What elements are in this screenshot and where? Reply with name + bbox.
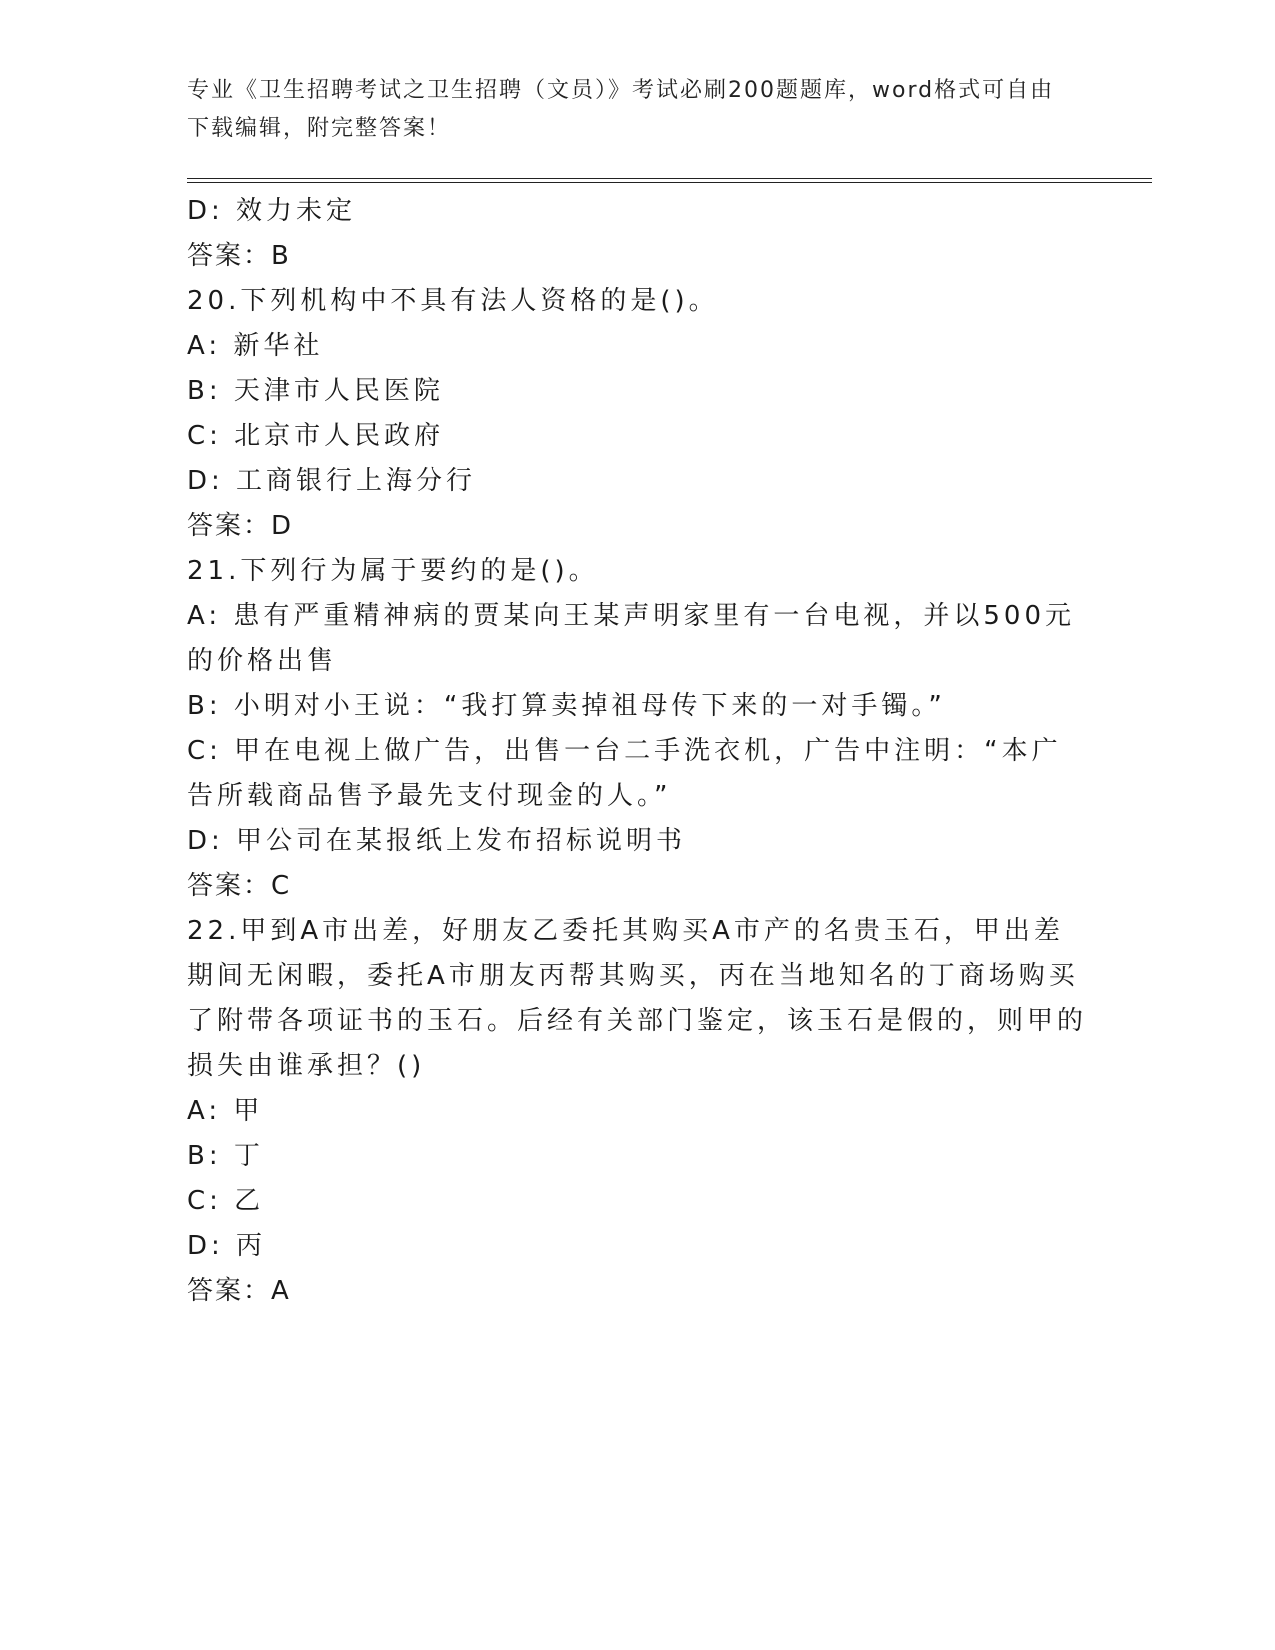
question-19-continued [187,189,1087,279]
option-d: D: 效力未定 [187,196,357,226]
option-c: C: 北京市人民政府 [187,421,445,451]
option-d: D: 丙 [187,1231,267,1261]
question-21 [187,549,1087,909]
option-d: D: 甲公司在某报纸上发布招标说明书 [187,826,687,856]
option-d: D: 工商银行上海分行 [187,466,477,496]
option-b: B: 丁 [187,1141,264,1171]
option-c: C: 乙 [187,1186,265,1216]
answer-line: 答案：A [187,1276,291,1306]
option-a: A: 患有严重精神病的贾某向王某声明家里有一台电视，并以500元的价格出售 [187,601,1075,676]
option-b: B: 天津市人民医院 [187,376,444,406]
option-a: A: 新华社 [187,331,324,361]
question-stem: 20.下列机构中不具有法人资格的是()。 [187,286,719,316]
answer-line: 答案：D [187,511,294,541]
question-22 [187,909,1087,1314]
question-list [187,189,1087,1314]
header-divider-top [187,178,1152,179]
question-stem: 21.下列行为属于要约的是()。 [187,556,599,586]
question-stem: 22.甲到A市出差，好朋友乙委托其购买A市产的名贵玉石，甲出差期间无闲暇，委托A市朋友丙帮其购买，丙在当地知名的丁商场购买了附带各项证书的玉石。后经有关部门鉴定，该玉石是假的，则甲的损失由谁承担？() [187,916,1088,1081]
option-c: C: 甲在电视上做广告，出售一台二手洗衣机，广告中注明：“本广告所载商品售予最先支付现金的人。” [187,736,1062,811]
option-a: A: 甲 [187,1096,264,1126]
option-b: B: 小明对小王说：“我打算卖掉祖母传下来的一对手镯。” [187,691,946,721]
page-header: 专业《卫生招聘考试之卫生招聘（文员）》考试必刷200题题库，word格式可自由下载编辑，附完整答案！ [187,78,1055,141]
answer-line: 答案：B [187,241,291,271]
header-divider-bottom [187,182,1152,183]
question-20 [187,279,1087,549]
answer-line: 答案：C [187,871,292,901]
